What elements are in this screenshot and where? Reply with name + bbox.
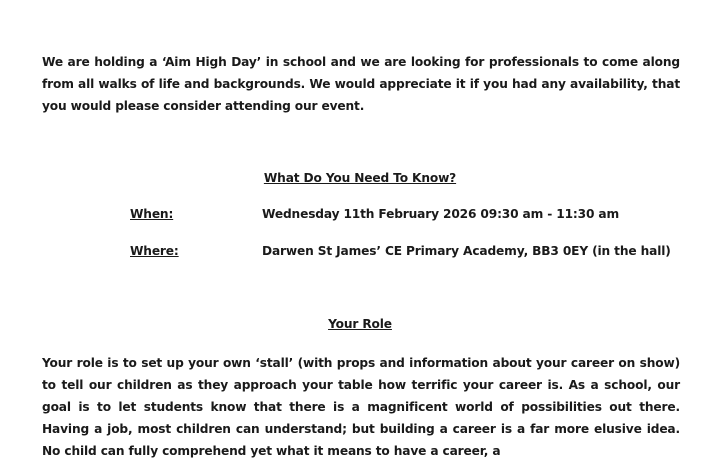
role-text-after: what it means to have a career, a — [271, 444, 501, 458]
what-do-you-need-to-know-heading: What Do You Need To Know? — [263, 171, 457, 185]
role-text-before: Your role is to set up your own ‘stall’ (with props and information about your career on show) to tell our children as they approach your table how terrific your career is. As a school, our goal is to let students know that there is a magnificent world of possibilities out there. Having a job, most children can understand; but building a career is a far more elusive idea. No child can fully comprehend — [42, 356, 680, 458]
role-paragraph — [42, 352, 680, 462]
role-emphasis: yet — [250, 444, 272, 458]
when-value: Wednesday 11th February 2026 09:30 am - 11:30 am — [262, 207, 620, 221]
where-value: Darwen St James’ CE Primary Academy, BB3 0EY (in the hall) — [262, 244, 671, 258]
when-label: When: — [130, 207, 174, 221]
where-label: Where: — [130, 244, 179, 258]
intro-paragraph: We are holding a ‘Aim High Day’ in school and we are looking for professionals to come along from all walks of life and backgrounds. We would appreciate it if you had any availability, that you would please consider attending our event. — [42, 55, 680, 113]
your-role-heading: Your Role — [328, 317, 392, 331]
